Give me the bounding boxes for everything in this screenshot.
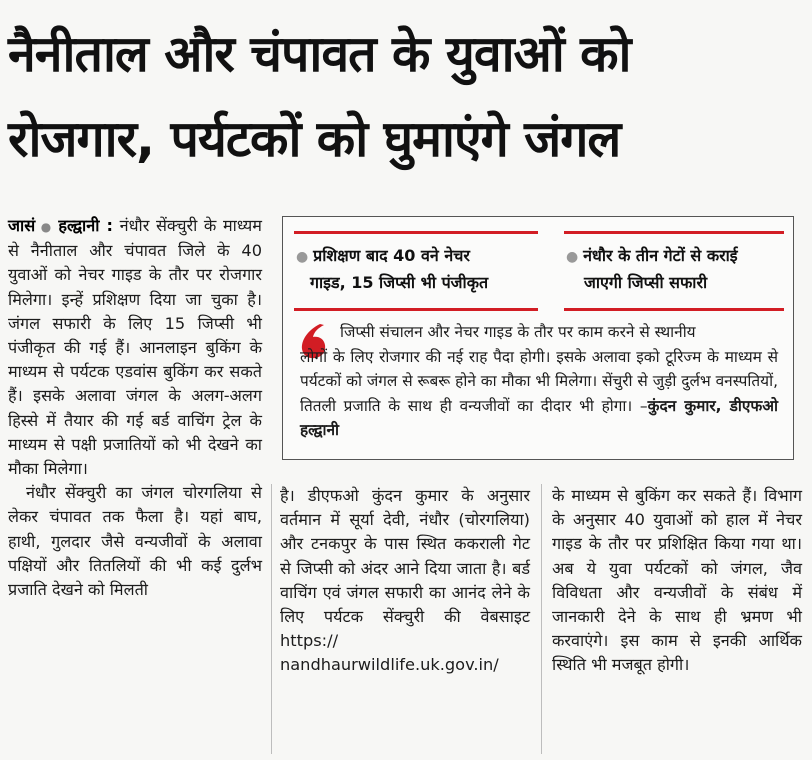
article-paragraph-2: नंधौर सेंक्चुरी का जंगल चोरगलिया से लेकर चंपावत तक फैला है। यहां बाघ, हाथी, गुलदार जैसे वन्यजीवों के अलावा पक्षियों और तितलियों की भी कई दुर्लभ प्रजाति देखने को मिलती	[8, 483, 262, 600]
highlight-rule	[294, 308, 538, 311]
column-divider	[541, 484, 542, 754]
headline-line-2: रोजगार, पर्यटकों को घुमाएंगे जंगल	[8, 110, 621, 168]
article-paragraph-1	[8, 214, 262, 481]
article-paragraph-3: है। डीएफओ कुंदन कुमार के अनुसार वर्तमान में सूर्या देवी, नंधौर (चोरगलिया) और टनकपुर के पास स्थित ककराली गेट से जिप्सी को अंदर आने दिया जाता है। बर्ड वाचिंग एवं जंगल सफारी का आनंद लेने के लिए पर्यटक सेंक्चुरी की वेबसाइट https:// nandhaurwildlife.uk.gov.in/	[280, 486, 530, 675]
highlight-rule	[564, 308, 784, 311]
bullet-icon: ●	[296, 249, 314, 265]
quote-first-line: जिप्सी संचालन और नेचर गाइड के तौर पर काम करने से स्थानीय	[340, 323, 696, 341]
bullet-icon: ●	[566, 249, 584, 265]
dateline-place: हल्द्वानी :	[58, 216, 113, 235]
dateline-agency: जासं	[8, 216, 36, 235]
headline-line-1: नैनीताल और चंपावत के युवाओं को	[8, 25, 631, 83]
highlight-item-2	[566, 243, 794, 296]
article-column-1	[8, 214, 262, 602]
highlight-rule	[294, 231, 538, 234]
quote-attribution: कुंदन कुमार, डीएफओ हल्द्वानी	[300, 396, 778, 439]
highlight-1-line-2: गाइड, 15 जिप्सी भी पंजीकृत	[310, 273, 489, 292]
highlight-1-line-1: प्रशिक्षण बाद 40 वने नेचर	[313, 246, 470, 265]
article-column-3	[552, 484, 802, 678]
highlight-2-line-1: नंधौर के तीन गेटों से कराई	[583, 246, 738, 265]
dateline-dot-icon: ●	[35, 220, 59, 234]
quote-block	[300, 320, 778, 443]
dateline	[8, 216, 113, 235]
article-text: नंधौर सेंक्चुरी के माध्यम से नैनीताल और चंपावत जिले के 40 युवाओं को नेचर गाइड के तौर पर रोजगार मिलेगा। इन्हें प्रशिक्षण दिया जा चुका है। जंगल सफारी के लिए 15 जिप्सी भी पंजीकृत की गई हैं। आनलाइन बुकिंग के माध्यम से पर्यटक एडवांस बुकिंग कर सकते हैं। इसके अलावा जंगल के अलग-अलग हिस्से में तैयार की गई बर्ड वाचिंग ट्रेल के माध्यम से पक्षी प्रजातियों को भी देखने का मौका मिलेगा।	[8, 216, 262, 479]
column-divider	[271, 484, 272, 754]
highlight-rule	[564, 231, 784, 234]
article-paragraph-4: के माध्यम से बुकिंग कर सकते हैं। विभाग के अनुसार 40 युवाओं को हाल में नेचर गाइड के तौर पर प्रशिक्षित किया गया था। अब ये युवा पर्यटकों को जंगल, जैव विविधता और वन्यजीवों के संबंध में जानकारी देने के साथ ही भ्रमण भी करवाएंगे। इस काम से इनकी आर्थिक स्थिति भी मजबूत होगी।	[552, 486, 802, 675]
highlight-item-1	[296, 243, 540, 296]
headline	[8, 12, 808, 182]
article-column-2	[280, 484, 530, 678]
highlight-2-line-2: जाएगी जिप्सी सफारी	[584, 273, 708, 292]
quote-body: लोगों के लिए रोजगार की नई राह पैदा होगी। इसके अलावा इको टूरिज्म के माध्यम से पर्यटकों को जंगल से रूबरू होने का मौका भी मिलेगा। सेंचुरी से जुड़ी दुर्लभ वनस्पतियों, तितली प्रजाति के साथ ही वन्यजीवों का दीदार भी होगा। –	[300, 347, 778, 415]
